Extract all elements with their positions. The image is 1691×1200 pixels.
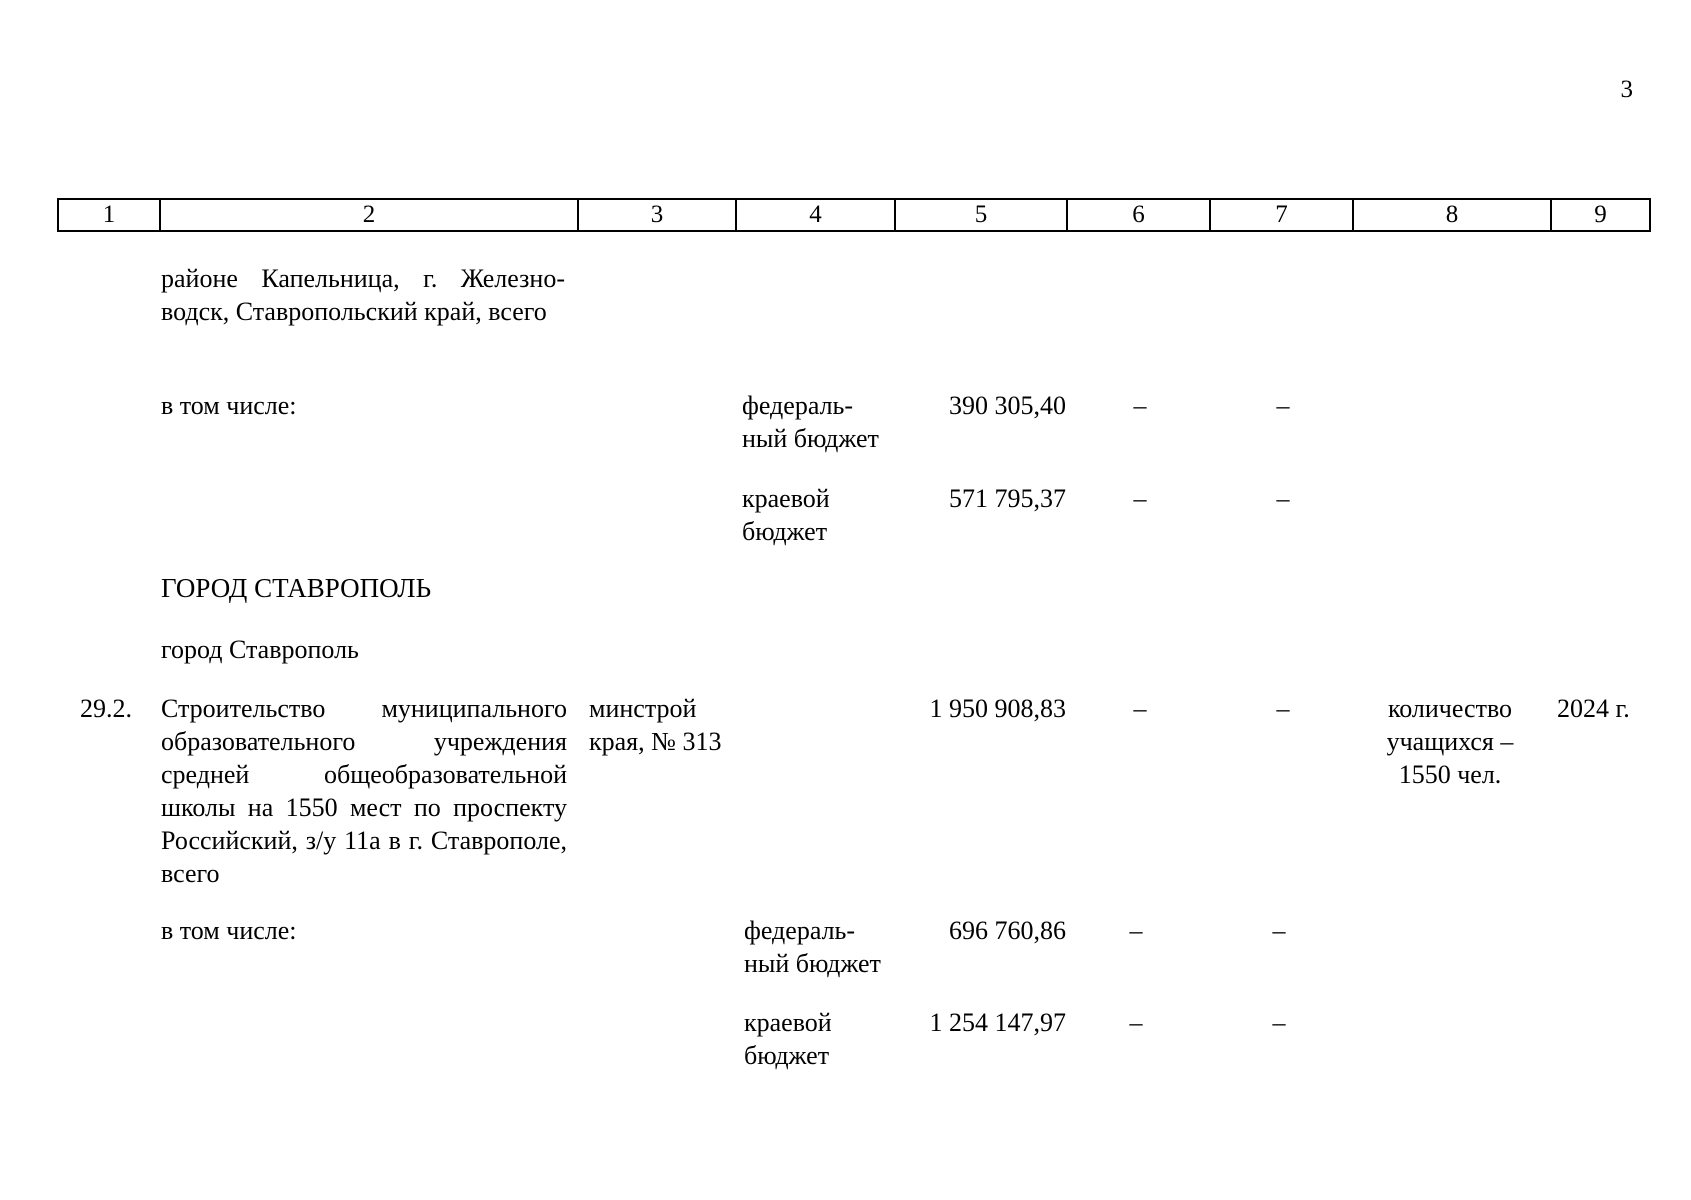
column-number: 3 xyxy=(577,200,735,230)
completion-year: 2024 г. xyxy=(1557,694,1630,723)
item-number: 29.2. xyxy=(80,694,132,723)
column-number: 5 xyxy=(894,200,1066,230)
page-number: 3 xyxy=(1620,76,1633,103)
dash-cell: – xyxy=(1276,484,1290,513)
including-label: в том числе: xyxy=(161,916,297,945)
funding-amount: 390 305,40 xyxy=(949,391,1066,420)
dash-cell: – xyxy=(1133,694,1147,723)
dash-cell: – xyxy=(1133,484,1147,513)
funding-source: краевой бюджет xyxy=(742,484,830,546)
column-number-header xyxy=(57,198,1651,232)
dash-cell: – xyxy=(1133,391,1147,420)
column-number: 9 xyxy=(1550,200,1651,230)
funding-amount: 696 760,86 xyxy=(949,916,1066,945)
column-number: 4 xyxy=(735,200,894,230)
dash-cell: – xyxy=(1272,916,1286,945)
total-amount: 1 950 908,83 xyxy=(929,694,1066,723)
column-number: 7 xyxy=(1209,200,1352,230)
including-label: в том числе: xyxy=(161,391,297,420)
funding-amount: 571 795,37 xyxy=(949,484,1066,513)
dash-cell: – xyxy=(1129,1008,1143,1037)
customer: минстрой края, № 313 xyxy=(589,694,722,756)
column-number: 8 xyxy=(1352,200,1550,230)
column-number: 1 xyxy=(57,200,159,230)
project-description: Строительство муниципального образовательного учреждения средней общеобразовательной школы на 1550 мест по проспекту Российский, з/у 11а в г. Ставрополе, всего xyxy=(161,694,567,888)
column-number: 2 xyxy=(159,200,577,230)
dash-cell: – xyxy=(1272,1008,1286,1037)
dash-cell: – xyxy=(1129,916,1143,945)
city-subheading: город Ставрополь xyxy=(161,635,359,664)
capacity: количество учащихся – 1550 чел. xyxy=(1386,694,1514,789)
dash-cell: – xyxy=(1276,694,1290,723)
project-description: районе Капельница, г. Железно-водск, Ставропольский край, всего xyxy=(161,264,565,326)
funding-amount: 1 254 147,97 xyxy=(929,1008,1066,1037)
funding-source: краевой бюджет xyxy=(744,1008,832,1070)
funding-source: федераль-ный бюджет xyxy=(742,391,879,453)
city-heading: ГОРОД СТАВРОПОЛЬ xyxy=(161,573,432,603)
funding-source: федераль-ный бюджет xyxy=(744,916,881,978)
dash-cell: – xyxy=(1276,391,1290,420)
column-number: 6 xyxy=(1066,200,1209,230)
